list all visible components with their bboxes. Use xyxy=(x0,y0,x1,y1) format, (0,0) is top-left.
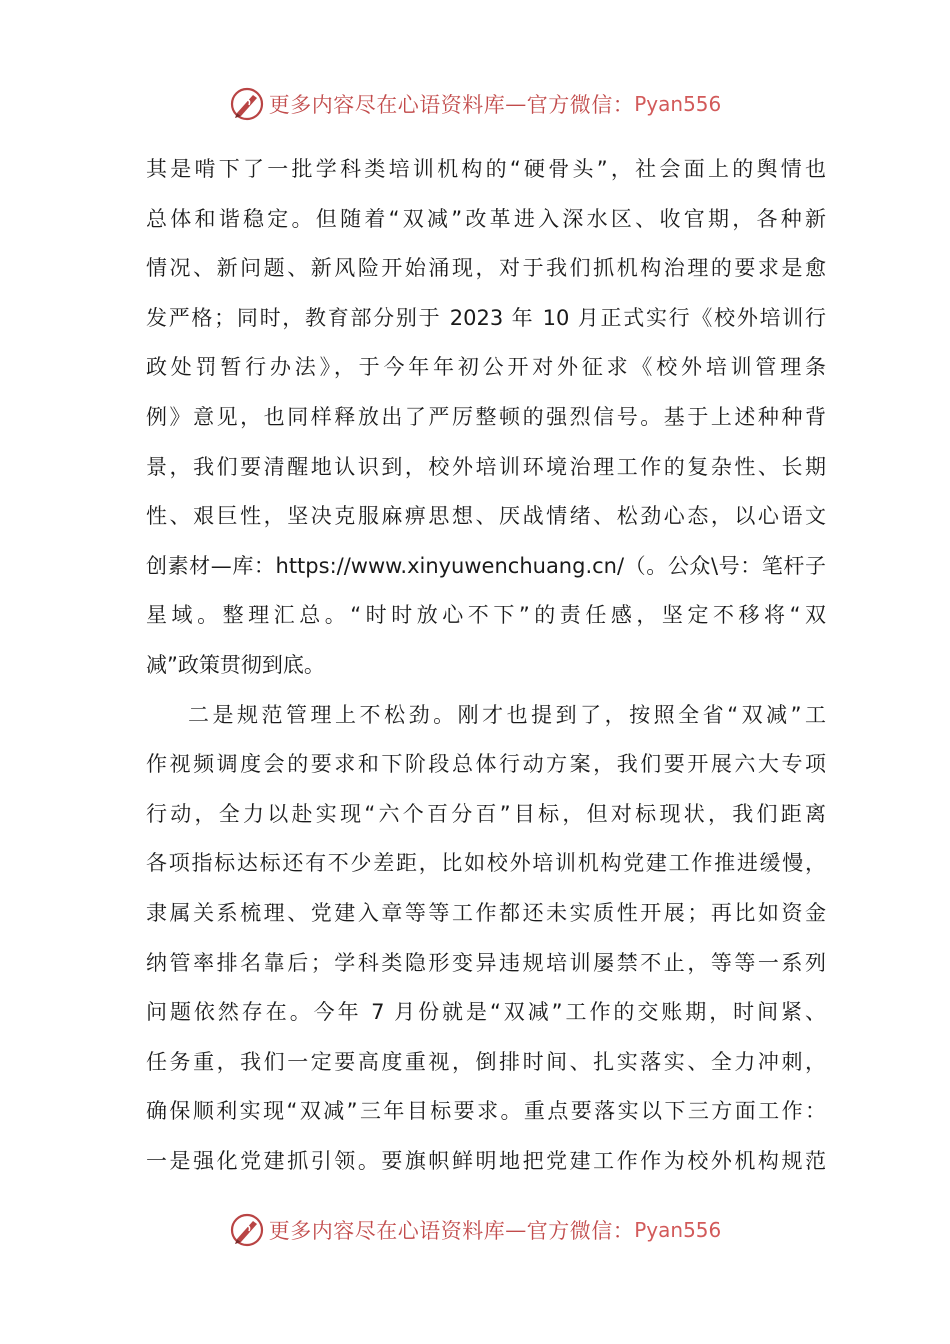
footer-watermark-banner xyxy=(0,1210,950,1250)
body-line: 性、艰巨性，坚决克服麻痹思想、厌战情绪、松劲心态，以心语文 xyxy=(146,504,826,529)
body-line: 作视频调度会的要求和下阶段总体行动方案，我们要开展六大专项 xyxy=(146,752,826,777)
body-line: 景，我们要清醒地认识到，校外培训环境治理工作的复杂性、长期 xyxy=(146,454,826,479)
body-line: 发严格；同时，教育部分别于 2023 年 10 月正式实行《校外培训行 xyxy=(146,305,826,330)
body-line: 减”政策贯彻到底。 xyxy=(146,652,325,677)
body-line: 纳管率排名靠后；学科类隐形变异违规培训屡禁不止，等等一系列 xyxy=(146,950,826,975)
body-line: 问题依然存在。今年 7 月份就是“双减”工作的交账期，时间紧、 xyxy=(146,1000,826,1025)
body-line: 创素材—库：https://www.xinyuwenchuang.cn/（。公众\号：笔杆子 xyxy=(146,553,826,578)
body-line: 情况、新问题、新风险开始涌现，对于我们抓机构治理的要求是愈 xyxy=(146,256,826,281)
footer-wechat-label: 官方微信： xyxy=(526,1219,635,1243)
body-line: 确保顺利实现“双减”三年目标要求。重点要落实以下三方面工作： xyxy=(146,1099,826,1124)
body-line: 行动，全力以赴实现“六个百分百”目标，但对标现状，我们距离 xyxy=(146,801,826,826)
header-wechat-label: 官方微信： xyxy=(526,93,635,117)
body-line: 总体和谐稳定。但随着“双减”改革进入深水区、收官期，各种新 xyxy=(146,206,826,231)
header-dash: — xyxy=(505,92,527,116)
footer-dash: — xyxy=(505,1218,527,1242)
footer-wechat-id: Pyan556 xyxy=(634,1218,722,1242)
body-line: 任务重，我们一定要高度重视，倒排时间、扎实落实、全力冲刺， xyxy=(146,1049,826,1074)
body-line: 各项指标达标还有不少差距，比如校外培训机构党建工作推进缓慢， xyxy=(146,851,826,876)
body-line: 一是强化党建抓引领。要旗帜鲜明地把党建工作作为校外机构规范 xyxy=(146,1148,826,1173)
body-line: 政处罚暂行办法》，于今年年初公开对外征求《校外培训管理条 xyxy=(146,355,826,380)
body-line: 隶属关系梳理、党建入章等等工作都还未实质性开展；再比如资金 xyxy=(146,900,826,925)
body-line: 二是规范管理上不松劲。刚才也提到了，按照全省“双减”工 xyxy=(188,702,826,727)
header-wechat-id: Pyan556 xyxy=(634,92,722,116)
body-line: 其是啃下了一批学科类培训机构的“硬骨头”，社会面上的舆情也 xyxy=(146,157,826,181)
document-body xyxy=(146,145,826,1186)
header-brand-text: 更多内容尽在心语资料库 xyxy=(268,93,506,117)
footer-brand-text: 更多内容尽在心语资料库 xyxy=(268,1219,506,1243)
body-line: 例》意见，也同样释放出了严厉整顿的强烈信号。基于上述种种背 xyxy=(146,404,826,429)
header-watermark-banner xyxy=(0,84,950,124)
body-line: 星域。整理汇总。“时时放心不下”的责任感，坚定不移将“双 xyxy=(146,603,826,628)
pen-logo-icon xyxy=(229,1212,265,1248)
pen-logo-icon xyxy=(229,86,265,122)
